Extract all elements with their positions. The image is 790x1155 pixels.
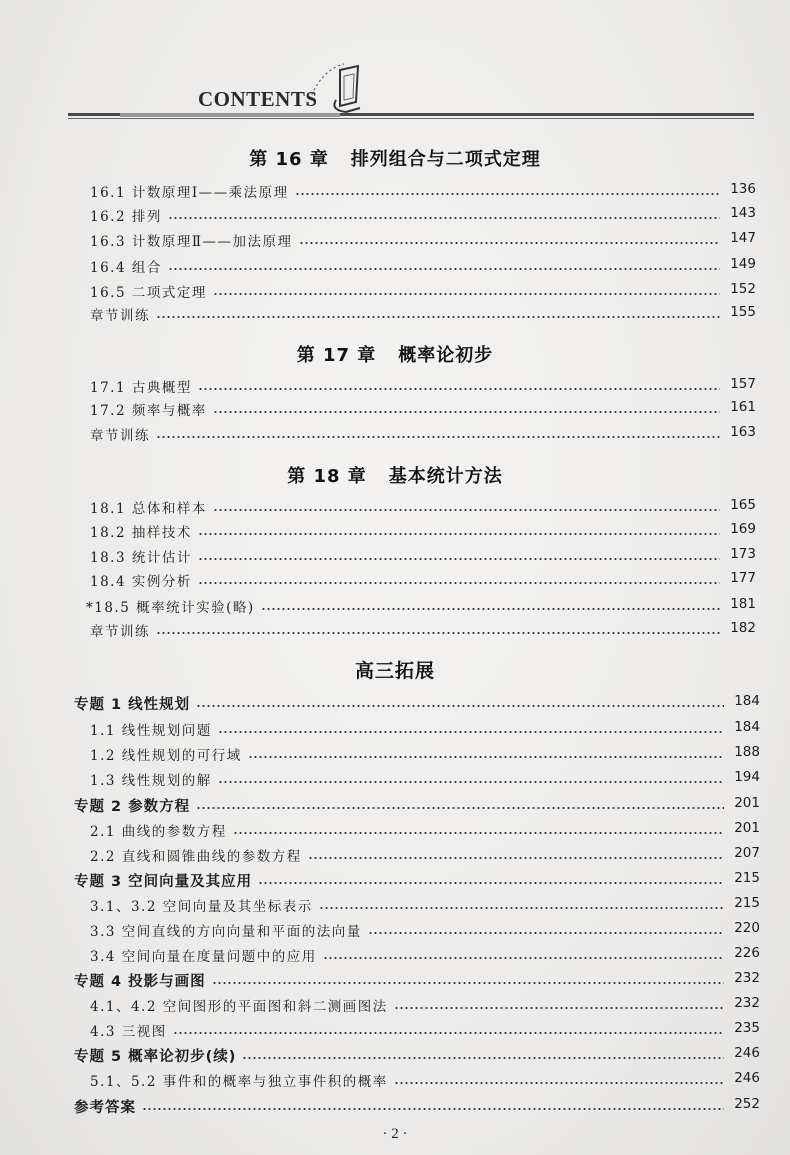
page-number: 188 [734,744,760,760]
page-number: 157 [730,376,756,392]
toc-entry[interactable]: 16.4 组合 149 [90,256,756,276]
chapter-heading [0,341,790,367]
chapter-heading [0,462,790,488]
page-number: 235 [734,1020,760,1036]
page-number: 232 [734,995,760,1011]
page-number: 226 [734,945,760,961]
toc-entry[interactable]: 1.3 线性规划的解 194 [90,769,760,789]
answers-entry[interactable]: 参考答案 252 [74,1096,760,1116]
chapter-number: 第 17 章 [296,345,377,366]
toc-entry[interactable]: 16.3 计数原理Ⅱ——加法原理 147 [90,230,756,250]
chapter-number: 第 16 章 [249,149,329,170]
page-number: 207 [734,845,760,861]
page-number: 215 [734,870,760,886]
toc-entry[interactable]: *18.5 概率统计实验(略) 181 [86,596,756,616]
page-number: 169 [730,521,756,537]
page-number: 152 [730,281,756,297]
page-number: 201 [734,820,760,836]
toc-entry[interactable]: 17.2 频率与概率 161 [90,399,756,419]
toc-entry[interactable]: 3.4 空间向量在度量问题中的应用 226 [90,945,760,965]
toc-entry[interactable]: 3.1、3.2 空间向量及其坐标表示 215 [90,895,760,915]
contents-header [0,60,790,130]
page-number: 143 [730,205,756,221]
toc-entry[interactable]: 16.2 排列 143 [90,205,756,225]
page-number: 155 [730,304,756,320]
page-number: 177 [730,570,756,586]
chapter-number: 第 18 章 [287,466,367,487]
page-number: 232 [734,970,760,986]
toc-entry[interactable]: 16.5 二项式定理 152 [90,281,756,301]
page-footer-number: · 2 · [382,1126,408,1142]
topic-entry[interactable]: 专题 5 概率论初步(续) 246 [74,1045,760,1065]
toc-entry[interactable]: 2.1 曲线的参数方程 201 [90,820,760,840]
toc-entry[interactable]: 16.1 计数原理Ⅰ——乘法原理 136 [90,181,756,201]
page-number: 136 [730,181,756,197]
topic-entry[interactable]: 专题 4 投影与画图 232 [74,970,760,990]
page-number: 194 [734,769,760,785]
extension-heading: 高三拓展 [354,660,435,682]
toc-entry[interactable]: 18.1 总体和样本 165 [90,497,756,517]
topic-entry[interactable]: 专题 3 空间向量及其应用 215 [74,870,760,890]
chapter-title: 排列组合与二项式定理 [350,149,541,170]
page-number: 215 [734,895,760,911]
toc-entry[interactable]: 5.1、5.2 事件和的概率与独立事件积的概率 246 [90,1070,760,1090]
page-number: 182 [730,620,756,636]
page-number: 181 [730,596,756,612]
toc-entry[interactable]: 4.1、4.2 空间图形的平面图和斜二测画图法 232 [90,995,760,1015]
contents-title: CONTENTS [198,87,318,111]
page-number: 246 [734,1045,760,1061]
chapter-heading [0,145,790,171]
page-number: 184 [734,693,760,709]
header-rule-accent [120,113,340,117]
toc-entry[interactable]: 3.3 空间直线的方向向量和平面的法向量 220 [90,920,760,940]
toc-entry[interactable]: 4.3 三视图 235 [90,1020,760,1040]
toc-entry[interactable]: 18.4 实例分析 177 [90,570,756,590]
page-number: 165 [730,497,756,513]
page-number: 149 [730,256,756,272]
toc-entry[interactable]: 章节训练 163 [90,424,756,444]
toc-entry[interactable]: 1.2 线性规划的可行域 188 [90,744,760,764]
toc-entry[interactable]: 2.2 直线和圆锥曲线的参数方程 207 [90,845,760,865]
page-number: 246 [734,1070,760,1086]
page-number: 201 [734,795,760,811]
page-number: 184 [734,719,760,735]
toc-entry[interactable]: 章节训练 182 [90,620,756,640]
chapter-title: 基本统计方法 [388,466,503,487]
header-rule-thin [68,118,754,119]
toc-entry[interactable]: 17.1 古典概型 157 [90,376,756,396]
topic-entry[interactable]: 专题 1 线性规划 184 [74,693,760,713]
page-number: 161 [730,399,756,415]
topic-entry[interactable]: 专题 2 参数方程 201 [74,795,760,815]
toc-entry[interactable]: 18.2 抽样技术 169 [90,521,756,541]
page-number: 163 [730,424,756,440]
toc-entry[interactable]: 18.3 统计估计 173 [90,546,756,566]
page-number: 252 [734,1096,760,1112]
page-number: 173 [730,546,756,562]
toc-entry[interactable]: 章节训练 155 [90,304,756,324]
chapter-title: 概率论初步 [398,345,494,366]
page-number: 147 [730,230,756,246]
page-number: 220 [734,920,760,936]
toc-entry[interactable]: 1.1 线性规划问题 184 [90,719,760,739]
